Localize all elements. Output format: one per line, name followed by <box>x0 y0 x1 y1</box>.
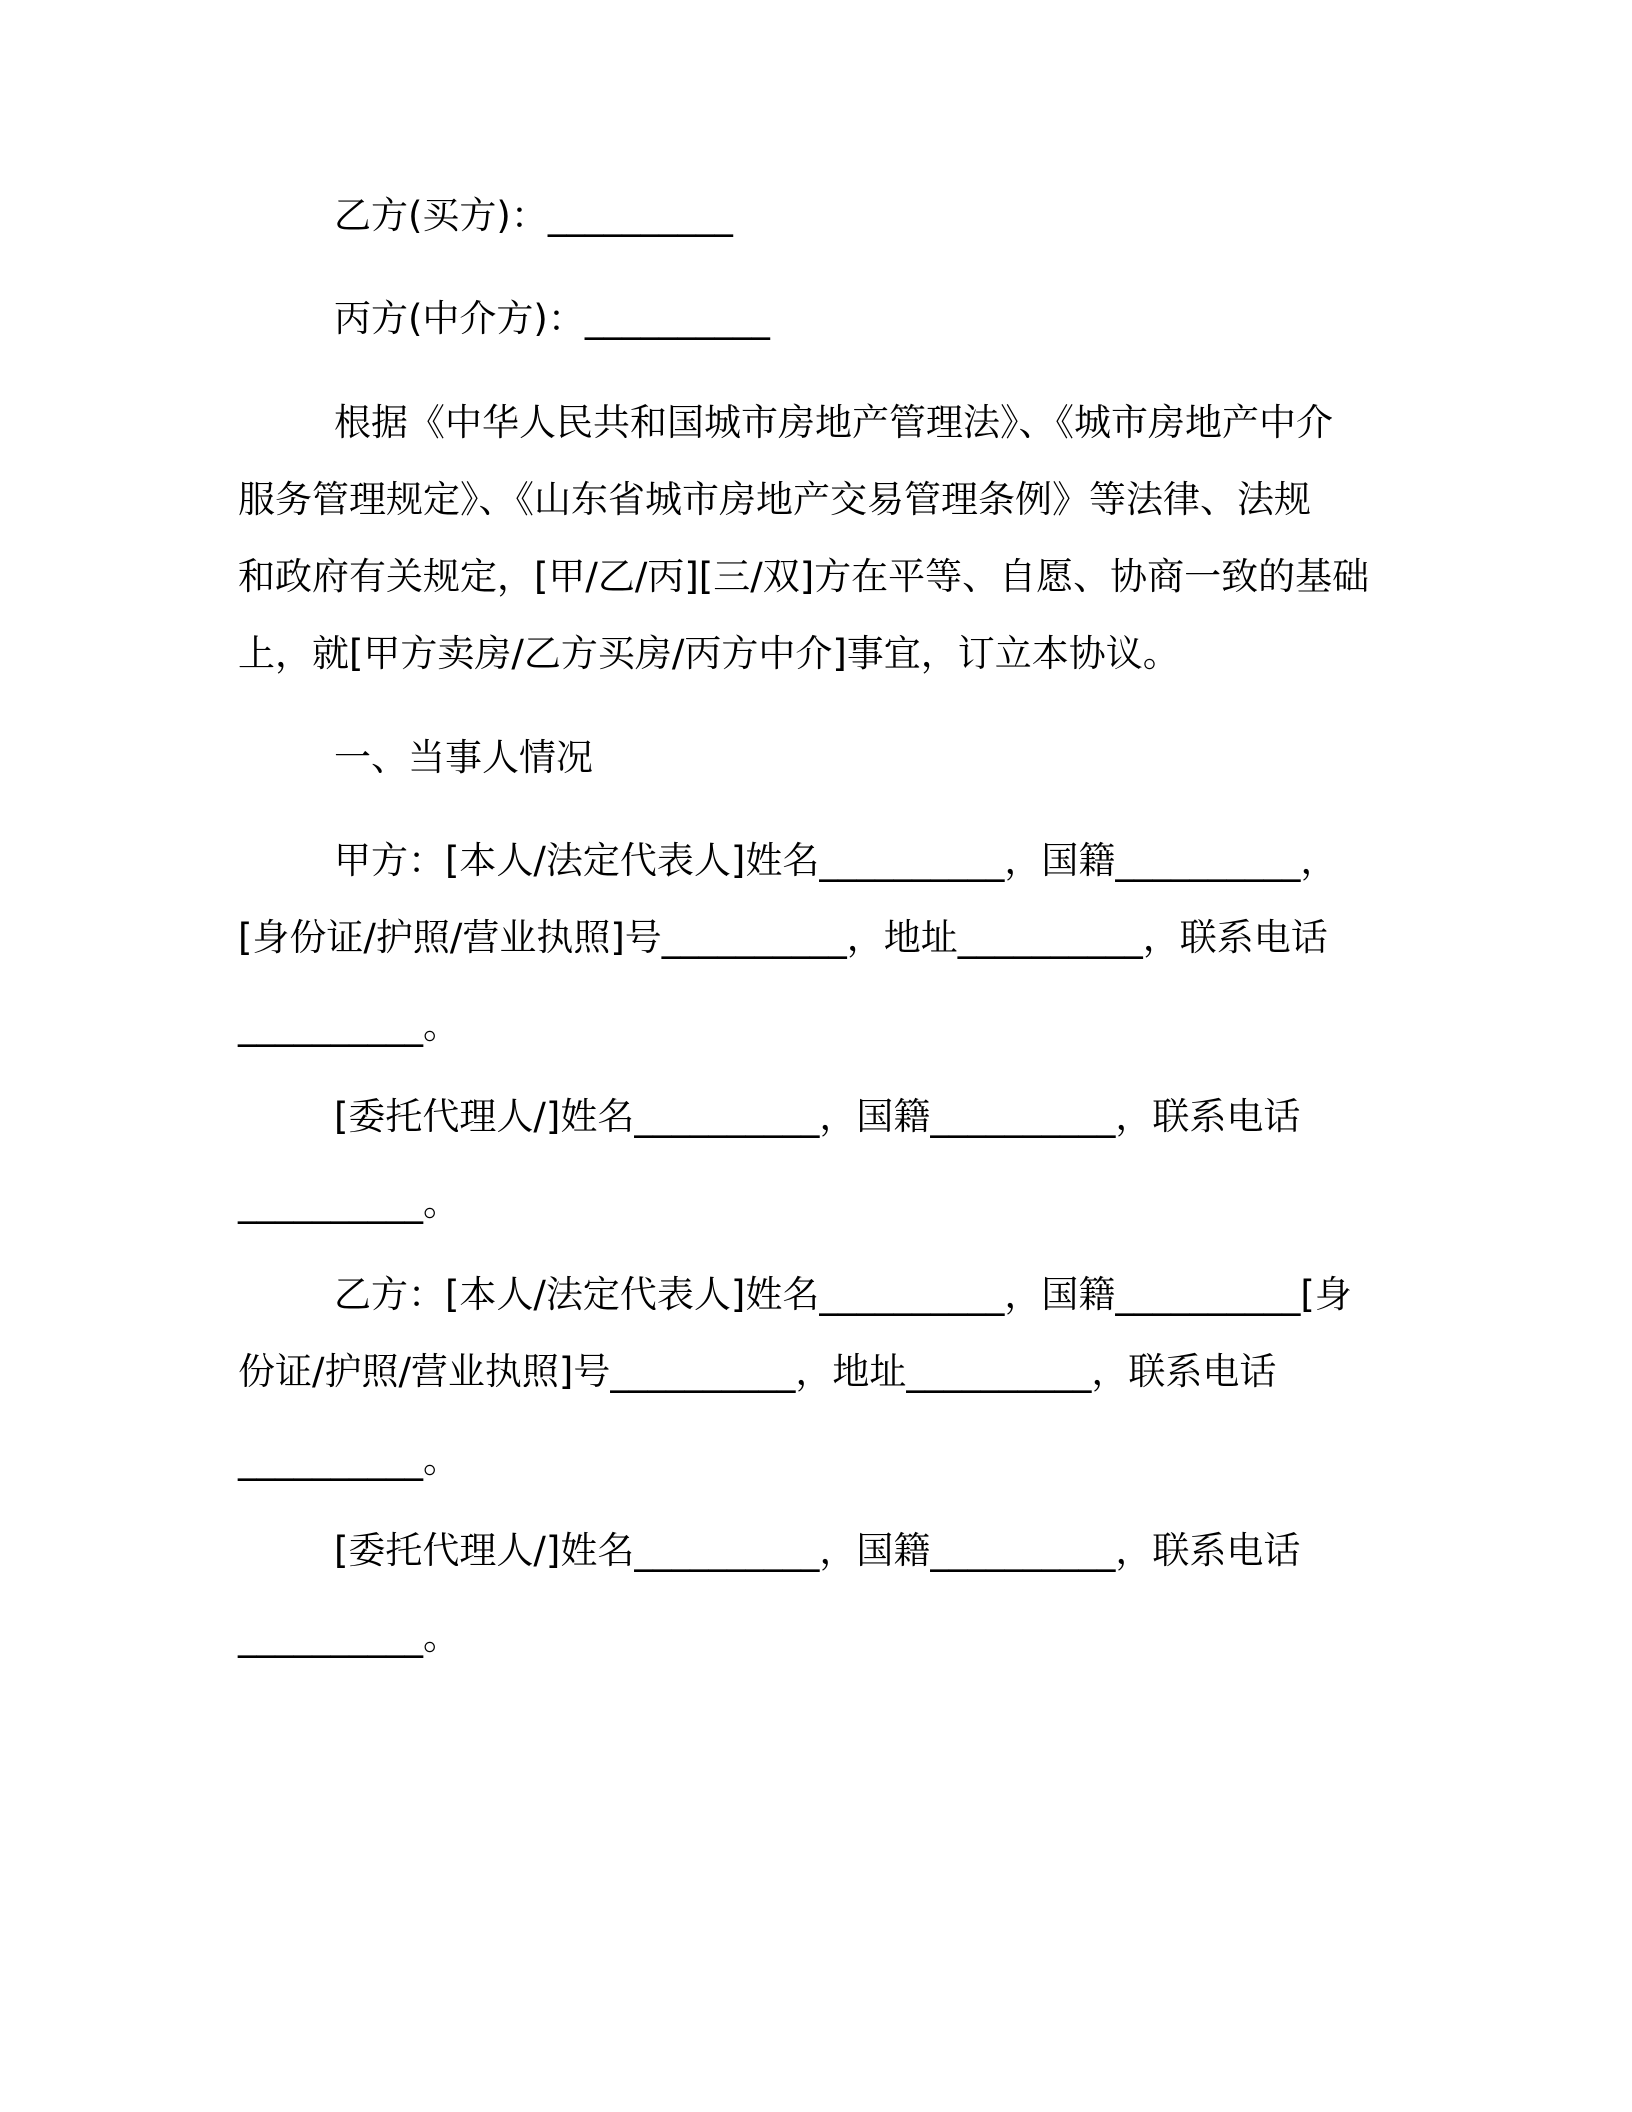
preamble-line-4: 上，就[甲方卖房/乙方买房/丙方中介]事宜，订立本协议。 <box>238 632 1180 675</box>
party-b-line-3: __________。 <box>238 1438 460 1481</box>
party-b-buyer-line: 乙方(买方)：__________ <box>334 194 733 237</box>
party-b-agent-line-1: [委托代理人/]姓名__________，国籍__________，联系电话 <box>334 1529 1301 1572</box>
preamble-line-3: 和政府有关规定，[甲/乙/丙][三/双]方在平等、自愿、协商一致的基础 <box>238 555 1370 598</box>
preamble-line-1: 根据《中华人民共和国城市房地产管理法》、《城市房地产中介 <box>334 401 1333 444</box>
party-a-line-1: 甲方：[本人/法定代表人]姓名__________，国籍__________， <box>334 839 1338 882</box>
party-a-line-3: __________。 <box>238 1004 460 1047</box>
section-heading: 一、当事人情况 <box>334 736 593 779</box>
party-c-agent-line: 丙方(中介方)：__________ <box>334 297 770 340</box>
party-a-line-2: [身份证/护照/营业执照]号__________，地址__________，联系电话 <box>238 916 1328 959</box>
party-b-agent-line-2: __________。 <box>238 1615 460 1658</box>
preamble-line-2: 服务管理规定》、《山东省城市房地产交易管理条例》等法律、法规 <box>238 478 1311 521</box>
party-a-agent-line-1: [委托代理人/]姓名__________，国籍__________，联系电话 <box>334 1095 1301 1138</box>
party-b-line-2: 份证/护照/营业执照]号__________，地址__________，联系电话 <box>238 1350 1277 1393</box>
party-b-line-1: 乙方：[本人/法定代表人]姓名__________，国籍__________[身 <box>334 1273 1352 1316</box>
party-a-agent-line-2: __________。 <box>238 1181 460 1224</box>
